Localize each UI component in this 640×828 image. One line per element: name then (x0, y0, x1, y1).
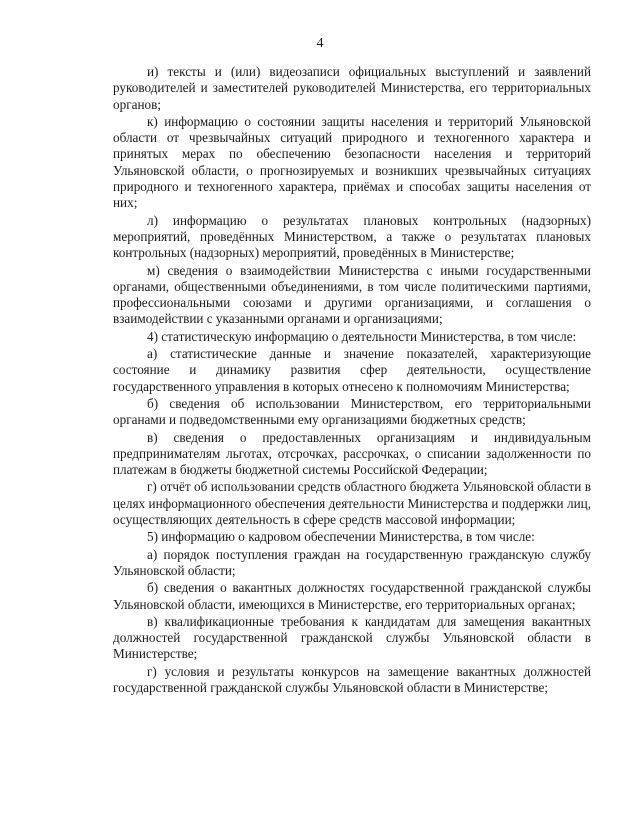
paragraph-l: л) информацию о результатах плановых контрольных (надзорных) мероприятий, проведённых Министерством, а также о результатах плановых контрольных (надзорных) мероприятий, проведённых в Министерстве; (113, 212, 591, 261)
paragraph-4v: в) сведения о предоставленных организациям и индивидуальным предпринимателям льготах, отсрочках, рассрочках, о списании задолженности по платежам в бюджеты бюджетной системы Российской Федерации; (113, 429, 591, 478)
paragraph-m: м) сведения о взаимодействии Министерства с иными государственными органами, общественными объединениями, в том числе политическими партиями, профессиональными союзами и другими организациями, и соглашения о взаимодействии с указанными органами и организациями; (113, 262, 591, 327)
paragraph-5v: в) квалификационные требования к кандидатам для замещения вакантных должностей государственной гражданской службы Ульяновской области в Министерстве; (113, 613, 591, 662)
paragraph-5b: б) сведения о вакантных должностях государственной гражданской службы Ульяновской области, имеющихся в Министерстве, его территориальных органах; (113, 580, 591, 612)
paragraph-k: к) информацию о состоянии защиты населения и территорий Ульяновской области от чрезвычайных ситуаций природного и техногенного характера и принятых мерах по обеспечению безопасности населения и территорий Ульяновской области, о прогнозируемых и возникших чрезвычайных ситуациях природного и техногенного характера, приёмах и способах защиты населения от них; (113, 113, 591, 211)
paragraph-4a: а) статистические данные и значение показателей, характеризующие состояние и динамику развития сфер деятельности, осуществление государственного управления в которых отнесено к полномочиям Министерства; (113, 346, 591, 394)
paragraph-4b: б) сведения об использовании Министерством, его территориальными органами и подведомственными ему организациями бюджетных средств; (113, 395, 591, 428)
paragraph-5a: а) порядок поступления граждан на государственную гражданскую службу Ульяновской области; (113, 546, 591, 578)
document-body (113, 64, 591, 696)
paragraph-4: 4) статистическую информацию о деятельности Министерства, в том числе: (147, 328, 577, 344)
paragraph-i: и) тексты и (или) видеозаписи официальных выступлений и заявлений руководителей и заместителей руководителей Министерства, его территориальных органов; (113, 64, 591, 112)
page-number: 4 (316, 36, 324, 51)
paragraph-5: 5) информацию о кадровом обеспечении Министерства, в том числе: (147, 529, 535, 545)
paragraph-4g: г) отчёт об использовании средств областного бюджета Ульяновской области в целях информационного обеспечения деятельности Министерства и поддержки лиц, осуществляющих деятельность в сфере средств массовой информации; (113, 479, 591, 528)
paragraph-5g: г) условия и результаты конкурсов на замещение вакантных должностей государственной гражданской службы Ульяновской области в Министерстве; (113, 663, 591, 695)
